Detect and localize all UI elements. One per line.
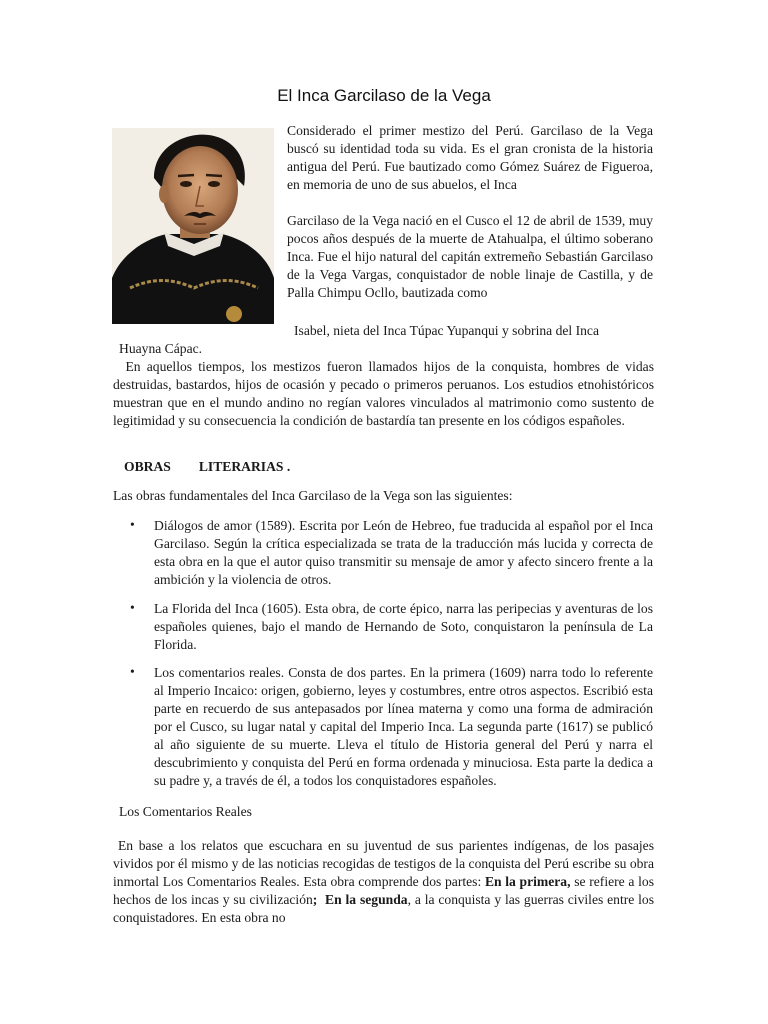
birth-paragraph: Garcilaso de la Vega nació en el Cusco el 12 de abril de 1539, muy pocos años después de la muerte de Atahualpa, el último soberano Inca. Fue el hijo natural del capitán extremeño Sebastián Garcilaso de la Vega Vargas, conquistador de noble linaje de Castilla, y de Palla Chimpu Ocllo, bautizada como <box>287 213 653 300</box>
list-item: Los comentarios reales. Consta de dos partes. En la primera (1609) narra todo lo referente al Imperio Incaico: origen, gobierno, leyes y costumbres, entre otros aspectos. Escribió esta parte en recuerdo de sus antepasados por línea materna y como una forma de admiración por el Cusco, su lugar natal y capital del Imperio Inca. La segunda parte (1617) se publicó al año siguiente de su muerte. Lleva el título de Historia general del Perú y narra el descubrimiento y conquista del Perú en forma ordenada y minuciosa. Esta parte la dedica a su padre y, a través de él, a todos los conquistadores españoles. <box>154 665 653 788</box>
comentarios-bold-primera: En la primera, <box>484 874 571 889</box>
list-item: La Florida del Inca (1605). Esta obra, de corte épico, narra las peripecias y aventuras de los españoles quienes, bajo el mando de Hernando de Soto, conquistaron la península de La Florida. <box>154 601 653 652</box>
obras-lead: Las obras fundamentales del Inca Garcilaso de la Vega son las siguientes: <box>113 488 513 503</box>
bullet-marker: • <box>130 600 135 615</box>
huayna-line: Huayna Cápac. <box>119 341 203 356</box>
comentarios-heading: Los Comentarios Reales <box>119 804 252 819</box>
mestizos-text: En aquellos tiempos, los mestizos fueron llamados hijos de la conquista, hombres de vidas destruidas, bastardos, hijos de ocasión y pecado o primeros peruanos. Los estudios etnohistóricos muestran que en el mundo andino no regían valores vinculados al matrimonio como sustento de legitimidad y su consecuencia la condición de bastardía tan presente en los códigos españoles. <box>113 359 654 428</box>
comentarios-bold-segunda: En la segunda <box>325 892 408 907</box>
page-title: El Inca Garcilaso de la Vega <box>277 86 491 105</box>
comentarios-text-c: , a la conquista y las guerras civiles entre los conquistadores. En esta obra no <box>113 892 654 925</box>
bullet-marker: • <box>130 517 135 532</box>
list-item: Diálogos de amor (1589). Escrita por León de Hebreo, fue traducida al español por el Inca Garcilaso. Según la crítica especializada se trata de la traducción más lucida y correcta de esta obra en la que el autor quiso transmitir su mensaje de amor y afecto sincero frente a la ambición y la violencia de otros. <box>154 518 653 587</box>
isabel-line: Isabel, nieta del Inca Túpac Yupanqui y sobrina del Inca <box>294 323 599 338</box>
comentarios-bold-semicolon: ; <box>312 892 318 907</box>
intro-paragraph: Considerado el primer mestizo del Perú. Garcilaso de la Vega buscó su identidad toda su vida. Es el gran cronista de la historia antigua del Perú. Fue bautizado como Gómez Suárez de Figueroa, en memoria de uno de sus abuelos, el Inca <box>287 123 653 192</box>
portrait-image <box>112 128 274 324</box>
obras-heading-word1: OBRAS <box>124 459 171 474</box>
comentarios-text-b: se refiere a los hechos de los incas y su civilización <box>113 874 654 907</box>
bullet-marker: • <box>130 664 135 679</box>
obras-heading <box>124 459 290 475</box>
mestizos-paragraph <box>113 358 654 430</box>
comentarios-paragraph <box>113 837 654 927</box>
obras-heading-word2: LITERARIAS . <box>198 459 291 474</box>
comentarios-text-a: En base a los relatos que escuchara en su juventud de sus parientes indígenas, de los pasajes vividos por él mismo y de las noticias recogidas de testigos de la conquista del Perú escribe su obra inmortal Los Comentarios Reales. Esta obra comprende dos partes: <box>113 838 654 889</box>
